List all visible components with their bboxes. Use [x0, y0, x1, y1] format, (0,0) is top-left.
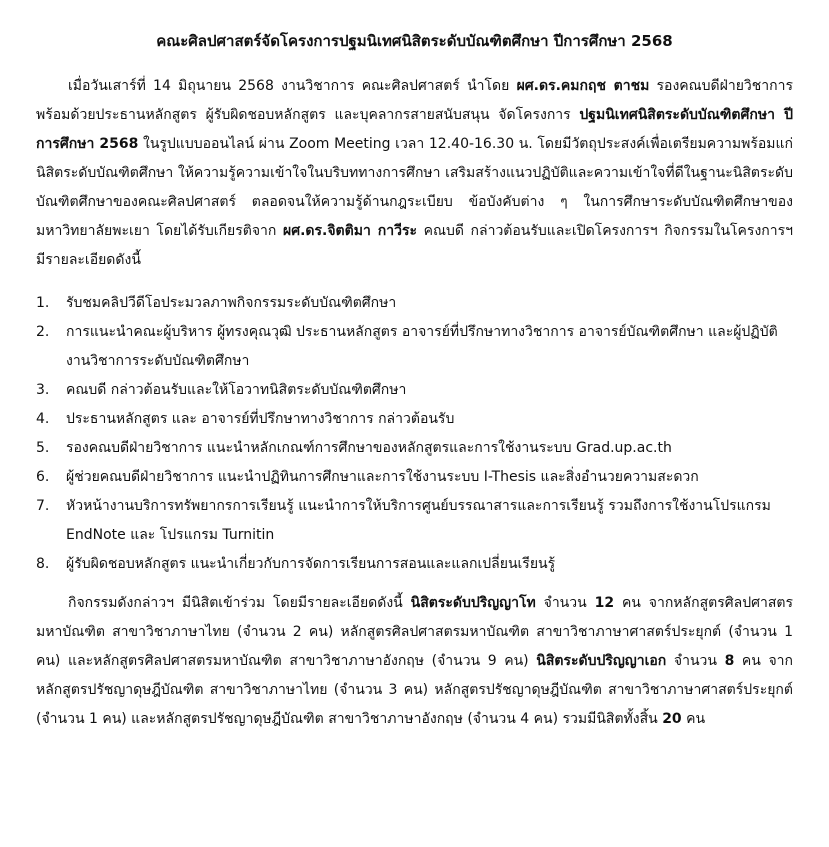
intro-text: คณบดี กล่าวต้อนรับและเปิดโครงการฯ กิจกรรมในโครงการฯ มีรายละเอียดดังนี้ [36, 223, 793, 268]
vice-dean-name: ผศ.ดร.คมกฤช ตาชม [516, 78, 650, 94]
participants-text: คน [681, 711, 706, 727]
list-item-text: คณบดี กล่าวต้อนรับและให้โอวาทนิสิตระดับบัณฑิตศึกษา [66, 382, 407, 398]
list-item-text: รับชมคลิปวีดีโอประมวลภาพกิจกรรมระดับบัณฑิตศึกษา [66, 295, 397, 311]
activity-list [36, 289, 793, 579]
participants-text: คน จากหลักสูตรศิลปศาสตรมหาบัณฑิต สาขาวิชาภาษาไทย (จำนวน 2 คน) หลักสูตรศิลปศาสตรมหาบัณฑิต สาขาวิชาภาษาศาสตร์ประยุกต์ (จำนวน 1 คน) และหลักสูตรศิลปศาสตรมหาบัณฑิต สาขาวิชาภาษาอังกฤษ (จำนวน 9 คน) [36, 595, 794, 669]
participants-text: คน จากหลักสูตรปรัชญาดุษฎีบัณฑิต สาขาวิชาภาษาไทย (จำนวน 3 คน) หลักสูตรปรัชญาดุษฎีบัณฑิต สาขาวิชาภาษาศาสตร์ประยุกต์ (จำนวน 1 คน) และหลักสูตรปรัชญาดุษฎีบัณฑิต สาขาวิชาภาษาอังกฤษ (จำนวน 4 คน) รวมมีนิสิตทั้งสิ้น [36, 653, 793, 727]
list-item-text: การแนะนำคณะผู้บริหาร ผู้ทรงคุณวุฒิ ประธานหลักสูตร อาจารย์ที่ปรึกษาทางวิชาการ อาจารย์บัณฑิตศึกษา และผู้ปฏิบัติงานวิชาการระดับบัณฑิตศึกษา [66, 324, 778, 369]
list-item-text: ผู้รับผิดชอบหลักสูตร แนะนำเกี่ยวกับการจัดการเรียนการสอนและแลกเปลี่ยนเรียนรู้ [66, 556, 556, 572]
list-item-number: 3. [36, 382, 50, 398]
list-item [36, 463, 793, 492]
intro-text: ในรูปแบบออนไลน์ ผ่าน Zoom Meeting เวลา 12.40-16.30 น. โดยมีวัตถุประสงค์เพื่อเตรียมความพร้อมแก่นิสิตระดับบัณฑิตศึกษา ให้ความรู้ความเข้าใจในบริบททางการศึกษา เสริมสร้างแนวปฏิบัติและความเข้าใจที่ดีในฐานะนิสิตระดับบัณฑิตศึกษาของคณะศิลปศาสตร์ ตลอดจนให้ความรู้ด้านกฎระเบียบ ข้อบังคับต่าง ๆ ในการศึกษาระดับบัณฑิตศึกษาของมหาวิทยาลัยพะเยา โดยได้รับเกียรติจาก [36, 136, 793, 239]
list-item [36, 550, 793, 579]
intro-paragraph [36, 72, 793, 275]
list-item-text: ผู้ช่วยคณบดีฝ่ายวิชาการ แนะนำปฏิทินการศึกษาและการใช้งานระบบ I-Thesis และสิ่งอำนวยความสะดวก [66, 469, 699, 485]
list-item-number: 1. [36, 295, 50, 311]
participants-text: จำนวน [666, 653, 725, 669]
list-item [36, 492, 793, 550]
list-item-number: 7. [36, 498, 50, 514]
list-item [36, 289, 793, 318]
list-item-text: หัวหน้างานบริการทรัพยากรการเรียนรู้ แนะนำการให้บริการศูนย์บรรณาสารและการเรียนรู้ รวมถึงการใช้งานโปรแกรม EndNote และ โปรแกรม Turnitin [66, 498, 771, 543]
dean-name: ผศ.ดร.จิตติมา กาวีระ [282, 223, 418, 239]
intro-text: รองคณบดีฝ่ายวิชาการ พร้อมด้วยประธานหลักสูตร ผู้รับผิดชอบหลักสูตร และบุคลากรสายสนับสนุน จัดโครงการ [36, 78, 793, 123]
list-item [36, 318, 793, 376]
participants-paragraph [36, 589, 793, 734]
masters-count: 12 [594, 595, 615, 611]
doctoral-label: นิสิตระดับปริญญาเอก [536, 653, 667, 669]
list-item-number: 4. [36, 411, 50, 427]
list-item [36, 405, 793, 434]
total-count: 20 [662, 711, 682, 727]
page-title: คณะศิลปศาสตร์จัดโครงการปฐมนิเทศนิสิตระดับบัณฑิตศึกษา ปีการศึกษา 2568 [156, 32, 673, 50]
list-item-number: 5. [36, 440, 50, 456]
masters-label: นิสิตระดับปริญญาโท [410, 595, 536, 611]
list-item-text: รองคณบดีฝ่ายวิชาการ แนะนำหลักเกณฑ์การศึกษาของหลักสูตรและการใช้งานระบบ Grad.up.ac.th [66, 440, 672, 456]
doctoral-count: 8 [724, 653, 735, 669]
list-item-number: 2. [36, 324, 50, 340]
project-name: ปฐมนิเทศนิสิตระดับบัณฑิตศึกษา ปีการศึกษา 2568 [36, 107, 793, 152]
list-item [36, 434, 793, 463]
list-item-number: 8. [36, 556, 50, 572]
list-item-number: 6. [36, 469, 50, 485]
participants-text: จำนวน [535, 595, 595, 611]
intro-text: เมื่อวันเสาร์ที่ 14 มิถุนายน 2568 งานวิชาการ คณะศิลปศาสตร์ นำโดย [68, 78, 517, 94]
list-item-text: ประธานหลักสูตร และ อาจารย์ที่ปรึกษาทางวิชาการ กล่าวต้อนรับ [66, 411, 455, 427]
list-item [36, 376, 793, 405]
participants-text: กิจกรรมดังกล่าวฯ มีนิสิตเข้าร่วม โดยมีรายละเอียดดังนี้ [68, 595, 411, 611]
